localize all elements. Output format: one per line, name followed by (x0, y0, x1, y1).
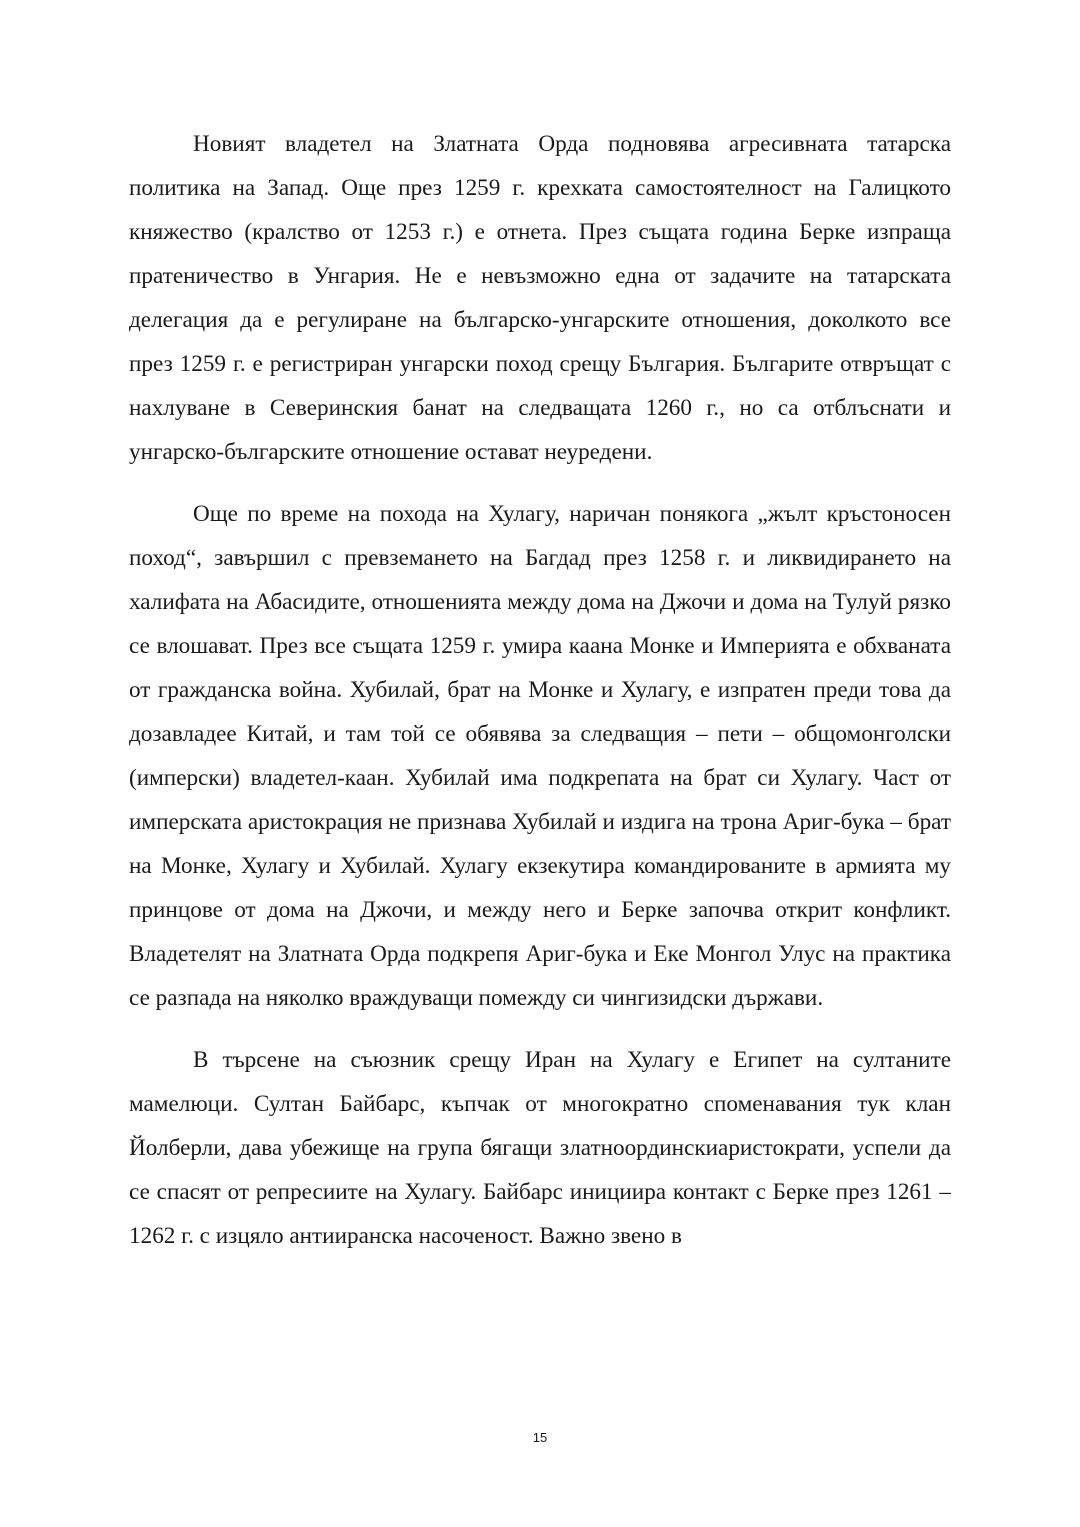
paragraph-1: Новият владетел на Златната Орда подновява агресивната татарска политика на Запад. Още през 1259 г. крехката самостоятелност на Галицкото княжество (кралство от 1253 г.) е отнета. През същата година Берке изпраща пратеничество в Унгария. Не е невъзможно една от задачите на татарската делегация да е регулиране на българско-унгарските отношения, доколкото все през 1259 г. е регистриран унгарски поход срещу България. Българите отвръщат с нахлуване в Северинския банат на следващата 1260 г., но са отблъснати и унгарско-българските отношение остават неуредени. (129, 131, 951, 465)
paragraph-2: Още по време на похода на Хулагу, наричан понякога „жълт кръстоносен поход“, завършил с превземането на Багдад през 1258 г. и ликвидирането на халифата на Абасидите, отношенията между дома на Джочи и дома на Тулуй рязко се влошават. През все същата 1259 г. умира каана Монке и Империята е обхваната от гражданска война. Хубилай, брат на Монке и Хулагу, е изпратен преди това да дозавладее Китай, и там той се обявява за следващия – пети – общомонголски (имперски) владетел-каан. Хубилай има подкрепата на брат си Хулагу. Част от имперската аристокрация не признава Хубилай и издига на трона Ариг-бука – брат на Монке, Хулагу и Хубилай. Хулагу екзекутира командированите в армията му принцове от дома на Джочи, и между него и Берке започва открит конфликт. Владетелят на Златната Орда подкрепя Ариг-бука и Еке Монгол Улус на практика се разпада на няколко враждуващи помежду си чингизидски държави. (129, 501, 951, 1011)
paragraph-3: В търсене на съюзник срещу Иран на Хулагу е Египет на султаните мамелюци. Султан Байбарс, къпчак от многократно споменавания тук клан Йолберли, дава убежище на група бягащи златноординскиаристократи, успели да се спасят от репресиите на Хулагу. Байбарс инициира контакт с Берке през 1261 – 1262 г. с изцяло антииранска насоченост. Важно звено в (129, 1047, 951, 1249)
body-text (129, 122, 951, 1276)
page-number: 15 (532, 1430, 548, 1445)
